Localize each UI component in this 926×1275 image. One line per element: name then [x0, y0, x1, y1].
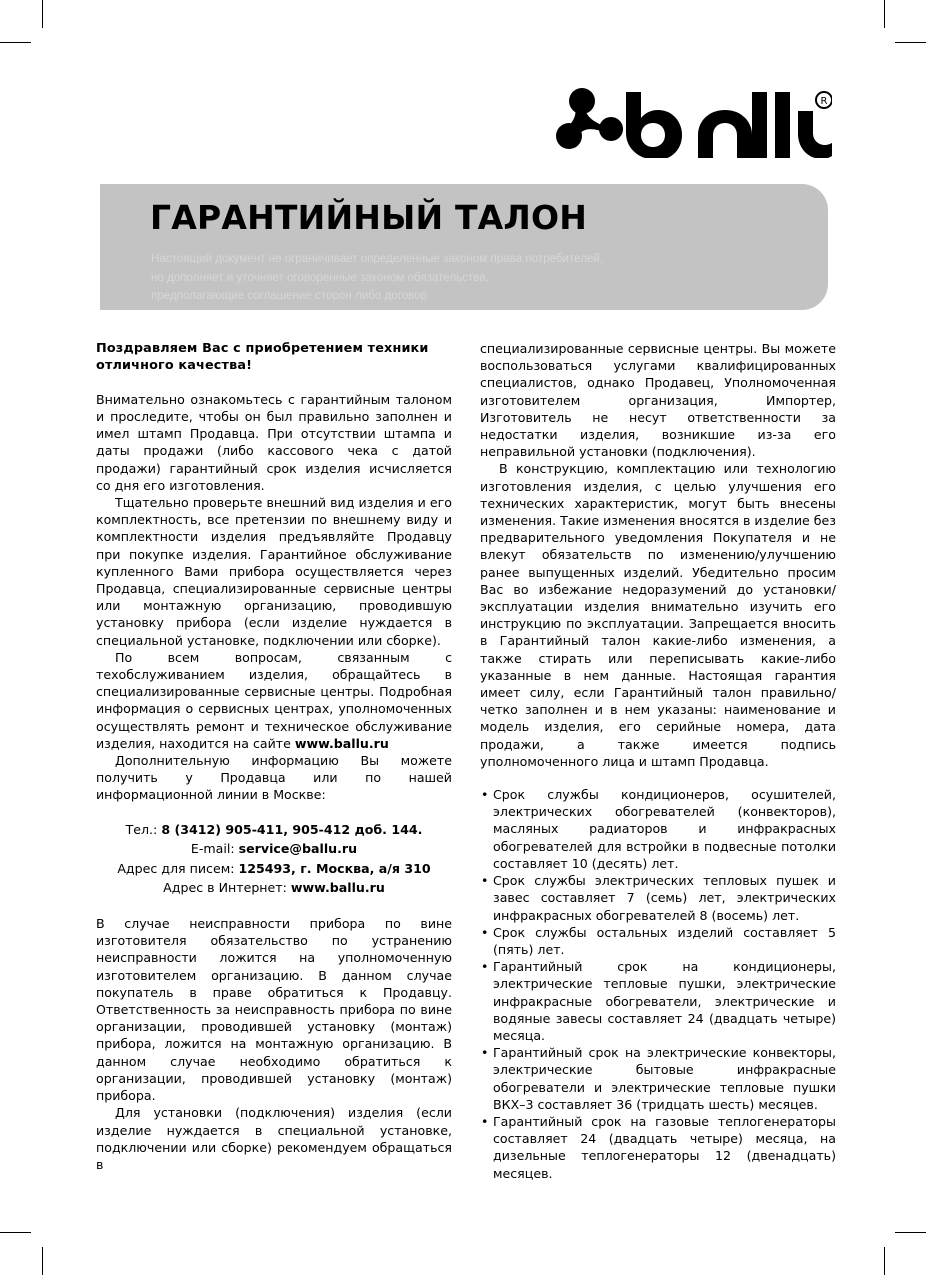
left-paragraph-2: Тщательно проверьте внешний вид изделия и его комплектность, все претензии по внешнему виду и комплектности изделия предъявляйте Продавцу при покупке изделия. Гарантийное обслуживание купленного Вами прибора осуществляется через Продавца, специализированные сервисные центры или монтажную организацию, проводившую установку прибора (если изделие нуждается в специальной установке, подключении или сборке).: [96, 495, 452, 648]
crop-mark-bottom-left-horizontal: [0, 1232, 31, 1233]
contact-web-row: [96, 878, 452, 898]
list-item: • Срок службы остальных изделий составляет 5 (пять) лет.: [480, 924, 836, 958]
contact-phone-row: [96, 820, 452, 840]
svg-text:R: R: [820, 96, 828, 107]
list-item: • Срок службы кондиционеров, осушителей, электрических обогревателей (конвекторов), масляных радиаторов и инфракрасных обогревателей для встройки в подвесные потолки составляет 10 (десять) лет.: [480, 786, 836, 872]
right-paragraph-2: В конструкцию, комплектацию или технологию изготовления изделия, с целью улучшения его технических характеристик, могут быть внесены изменения. Такие изменения вносятся в изделие без предварительного уведомления Покупателя и не влекут обязательств по изменению/улучшению ранее выпущенных изделий. Убедительно просим Вас во избежание недоразумений до установки/эксплуатации изделия внимательно изучить его инструкцию по эксплуатации. Запрещается вносить в Гарантийный талон какие-либо изменения, а также стирать или переписывать какие-либо указанные в нем данные. Настоящая гарантия имеет силу, если Гарантийный талон правильно/четко заполнен и в нем указаны: наименование и модель изделия, его серийные номера, дата продажи, а также имеется подпись уполномоченного лица и штамп Продавца.: [480, 461, 836, 769]
contact-block: [96, 820, 452, 898]
phone-label: Тел.:: [125, 821, 162, 837]
crop-mark-bottom-left-vertical: [42, 1247, 43, 1275]
email-label: E-mail:: [190, 841, 239, 857]
list-item: • Гарантийный срок на газовые теплогенераторы составляет 24 (двадцать четыре) месяца, на дизельные теплогенераторы 12 (двенадцать) месяцев.: [480, 1113, 836, 1182]
banner-subtitle-line-2: но дополняет и уточняет оговоренные законом обязательства,: [151, 270, 489, 284]
left-paragraph-3: [96, 649, 452, 752]
mail-value: 125493, г. Москва, а/я 310: [238, 860, 431, 876]
left-paragraph-4: Дополнительную информацию Вы можете получить у Продавца или по нашей информационной линии в Москве:: [96, 753, 452, 803]
phone-value[interactable]: 8 (3412) 905-411, 905-412 доб. 144.: [161, 821, 423, 837]
page-title: ГАРАНТИЙНЫЙ ТАЛОН: [150, 198, 588, 237]
ballu-logo: [556, 86, 832, 158]
crop-mark-top-left-horizontal: [0, 42, 31, 43]
web-label: Адрес в Интернет:: [163, 880, 291, 896]
crop-mark-bottom-right-vertical: [884, 1247, 885, 1275]
list-item: • Срок службы электрических тепловых пушек и завес составляет 7 (семь) лет, электрических инфракрасных обогревателей 8 (восемь) лет.: [480, 872, 836, 924]
banner-subtitle: [151, 250, 811, 306]
warranty-terms-list: [480, 786, 836, 1182]
email-value[interactable]: service@ballu.ru: [238, 841, 358, 857]
right-paragraph-1: специализированные сервисные центры. Вы можете воспользоваться услугами квалифицированных специалистов, однако Продавец, Уполномоченная изготовителем организация, Импортер, Изготовитель не несут ответственности за недостатки изделия, возникшие из-за его неправильной установки (подключения).: [480, 341, 836, 460]
left-paragraph-5: В случае неисправности прибора по вине изготовителя обязательство по устранению неисправности ложится на уполномоченную изготовителем организацию. В данном случае покупатель в праве обратиться к Продавцу. Ответственность за неисправность прибора по вине организации, проводившей установку (монтаж) прибора, ложится на монтажную организацию. В данном случае необходимо обратиться к организации, проводившей установку (монтаж) прибора.: [96, 916, 452, 1104]
crop-mark-top-right-vertical: [884, 0, 885, 28]
contact-mail-row: [96, 859, 452, 879]
list-item: • Гарантийный срок на кондиционеры, электрические тепловые пушки, электрические инфракрасные обогреватели, электрические и водяные завесы составляет 24 (двадцать четыре) месяца.: [480, 958, 836, 1044]
body-columns: [96, 340, 836, 1182]
website-link[interactable]: www.ballu.ru: [294, 735, 389, 751]
banner-subtitle-line-3: предполагающие соглашение сторон либо договор: [151, 289, 428, 302]
left-paragraph-6: Для установки (подключения) изделия (если изделие нуждается в специальной установке, подключении или сборке) рекомендуем обращаться в: [96, 1105, 452, 1172]
mail-label: Адрес для писем:: [117, 860, 239, 876]
contact-email-row: [96, 839, 452, 859]
left-paragraph-3-text: По всем вопросам, связанным с техобслуживанием изделия, обращайтесь в специализированные сервисные центры. Подробная информация о сервисных центрах, уполномоченных осуществлять ремонт и техническое обслуживание изделия, находится на сайте: [96, 649, 452, 751]
list-item: • Гарантийный срок на электрические конвекторы, электрические бытовые инфракрасные обогреватели и электрические тепловые пушки ВКХ–3 составляет 36 (тридцать шесть) месяцев.: [480, 1044, 836, 1113]
left-paragraph-1: Внимательно ознакомьтесь с гарантийным талоном и проследите, чтобы он был правильно заполнен и имел штамп Продавца. При отсутствии штампа и даты продажи (либо кассового чека с датой продажи) гарантийный срок изделия исчисляется со дня его изготовления.: [96, 391, 452, 493]
banner-subtitle-line-1: Настоящий документ не ограничивает определенные законом права потребителей,: [151, 252, 604, 265]
crop-mark-top-right-horizontal: [895, 42, 926, 43]
congratulations-heading: Поздравляем Вас с приобретением техники отличного качества!: [96, 341, 429, 374]
right-column: [480, 340, 836, 1182]
crop-mark-bottom-right-horizontal: [895, 1232, 926, 1233]
warranty-banner: [100, 184, 828, 310]
web-value[interactable]: www.ballu.ru: [290, 880, 385, 896]
crop-mark-top-left-vertical: [42, 0, 43, 28]
left-column: [96, 340, 452, 1173]
